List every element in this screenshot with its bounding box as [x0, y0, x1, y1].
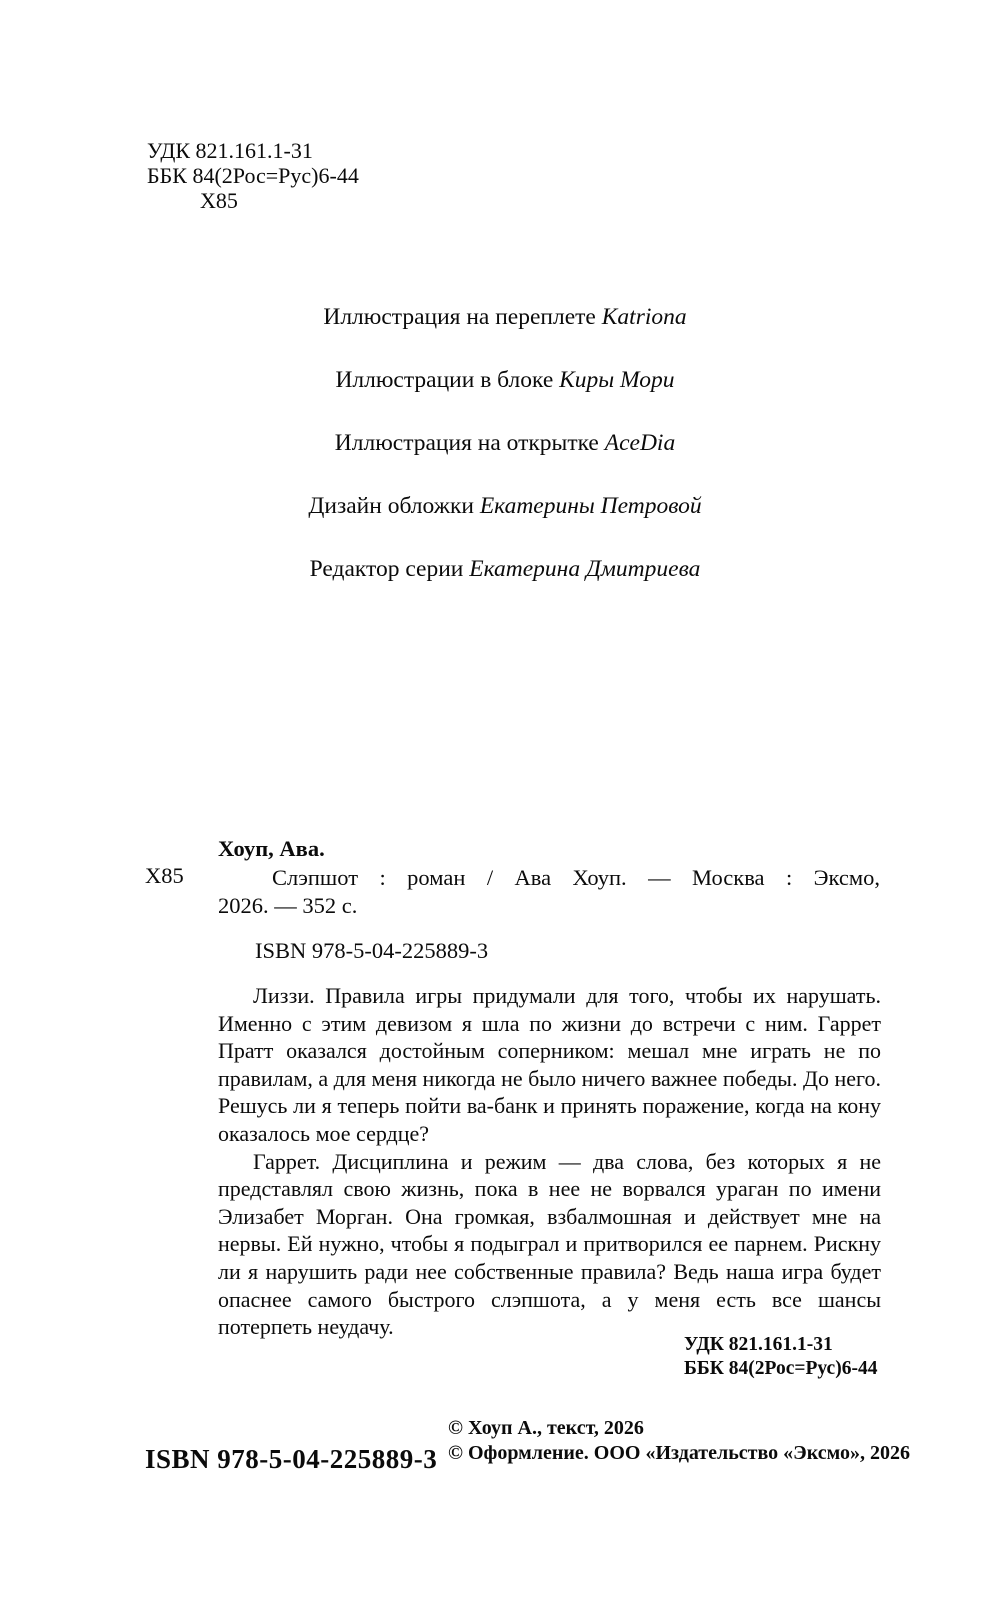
catalog-author: Хоуп, Ава.: [218, 836, 325, 861]
bbk-code: ББК 84(2Рос=Рус)6-44: [147, 163, 359, 188]
copyright-block: [448, 1416, 910, 1465]
credit-role: Дизайн обложки: [308, 493, 480, 519]
annotation-block: [218, 982, 881, 1341]
credit-person-name: AceDia: [604, 430, 676, 456]
credit-role: Иллюстрация на открытке: [334, 430, 605, 456]
annotation-paragraph-lizzie: Лиззи. Правила игры придумали для того, чтобы их нарушать. Именно с этим девизом я шла по жизни до встречи с ним. Гаррет Пратт оказался достойным соперником: мешал мне играть не по правилам, а для меня никогда не было ничего важнее победы. До него. Решусь ли я теперь пойти ва-банк и принять поражение, когда на кону оказалось мое сердце?: [218, 983, 881, 1146]
credits-block: [145, 304, 865, 619]
copyright-line-design: © Оформление. ООО «Издательство «Эксмо», 2026: [448, 1441, 910, 1464]
catalog-author-sign: Х85: [145, 863, 184, 888]
author-sign: Х85: [200, 188, 238, 213]
credit-line-cover-illustration: [145, 304, 865, 331]
credit-role: Редактор серии: [309, 556, 470, 582]
credit-line-cover-design: [145, 493, 865, 520]
credit-role: Иллюстрации в блоке: [335, 367, 560, 393]
annotation-paragraph-garrett: Гаррет. Дисциплина и режим — два слова, без которых я не представлял свою жизнь, пока в нее не ворвался ураган по имени Элизабет Морган. Она громкая, взбалмошная и действует мне на нервы. Ей нужно, чтобы я подыграл и притворился ее парнем. Рискну ли я нарушить ради нее собственные правила? Ведь наша игра будет опаснее самого быстрого слэпшота, а у меня есть все шансы потерпеть неудачу.: [218, 1148, 881, 1340]
credit-person-name: Katriona: [601, 304, 687, 330]
credit-person-name: Екатерина Дмитриева: [469, 556, 701, 582]
credit-line-series-editor: [145, 556, 865, 583]
top-classification-codes: [147, 138, 359, 213]
catalog-entry: [218, 835, 880, 921]
credit-line-postcard-illustration: [145, 430, 865, 457]
credit-role: Иллюстрация на переплете: [323, 304, 602, 330]
bottom-classification-codes: [684, 1333, 877, 1381]
credit-line-block-illustrations: [145, 367, 865, 394]
copyright-line-text: © Хоуп А., текст, 2026: [448, 1417, 644, 1439]
bbk-code-bottom: ББК 84(2Рос=Рус)6-44: [684, 1358, 878, 1379]
udk-code: УДК 821.161.1-31: [147, 138, 313, 163]
credit-person-name: Екатерины Петровой: [479, 493, 702, 519]
biblio-entry-line2: 2026. — 352 с.: [218, 893, 358, 918]
isbn-catalog: ISBN 978-5-04-225889-3: [255, 938, 489, 963]
credit-person-name: Киры Мори: [559, 367, 675, 393]
udk-code-bottom: УДК 821.161.1-31: [684, 1334, 833, 1355]
biblio-entry-line1: Слэпшот : роман / Ава Хоуп. — Москва : Эксмо,: [272, 864, 880, 890]
isbn-footer: ISBN 978-5-04-225889-3: [145, 1444, 438, 1474]
